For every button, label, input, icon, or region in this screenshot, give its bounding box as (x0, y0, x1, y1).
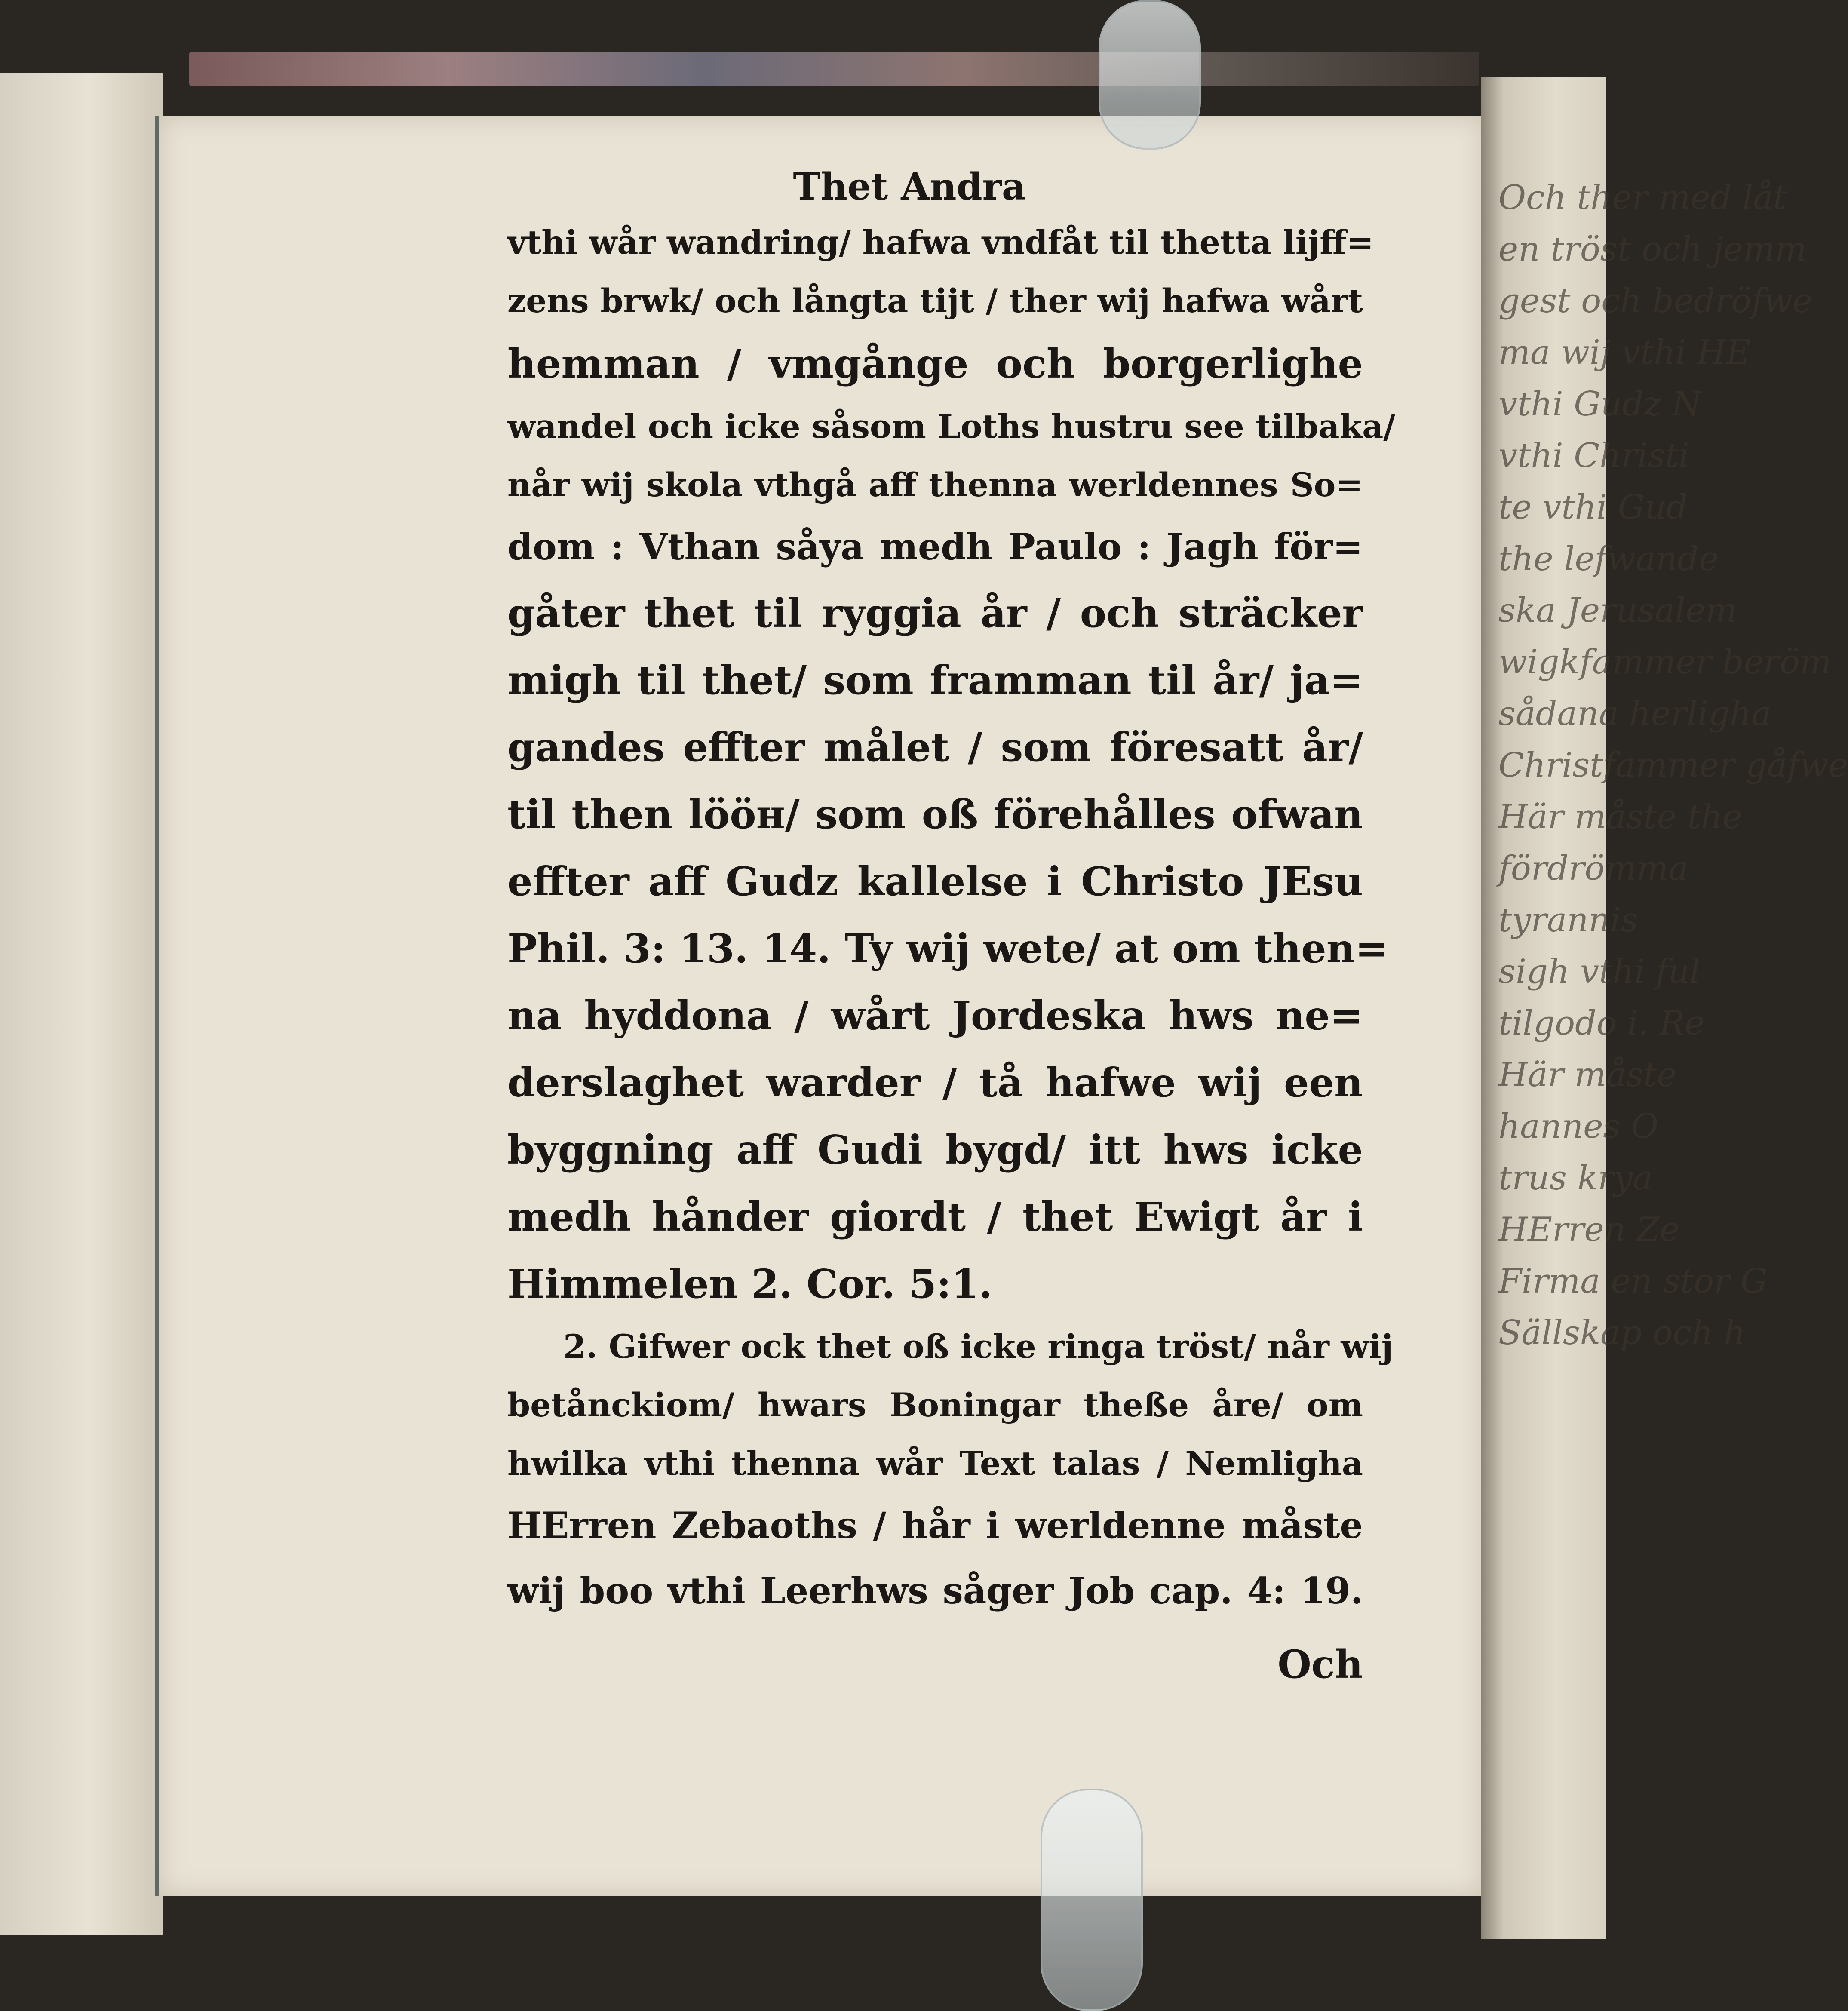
text-line: gandes effter målet / som föresatt år/ (507, 724, 1363, 771)
page-text-block (507, 163, 1396, 1697)
text-line: byggning aff Gudi bygd/ itt hws icke (507, 1127, 1363, 1173)
text-line: dom : Vthan såya medh Paulo : Jagh för= (507, 525, 1363, 568)
facing-page-text: Och ther med låt en tröst och jemm gest och bedröfwe ma wij vthi HE vthi Gudz N vthi Christi te vthi Gud the lefwande ska Jerusalem wigkfammer beröm sådana herligha Christfammer gåfwe Här måste the fördrömma tyrannis sigh vthi ful tilgodo i. Re Här måste hannes O trus krya HErren Ze Firma en stor G Sällskap och h (1498, 178, 1848, 1352)
text-line: migh til thet/ som framman til år/ ja= (507, 657, 1363, 703)
catchword: Och (1277, 1642, 1363, 1687)
text-line: medh hånder giordt / thet Ewigt år i (507, 1194, 1363, 1240)
text-line: vthi wår wandring/ hafwa vndfåt til thetta lijff= (507, 223, 1374, 261)
text-line: HErren Zebaoths / hår i werldenne måste (507, 1504, 1363, 1547)
book-binding-top (189, 52, 1479, 86)
text-line: gåter thet til ryggia år / och sträcker (507, 590, 1363, 636)
text-line: når wij skola vthgå aff thenna werldennes So= (507, 466, 1363, 504)
page-holder-clip-top (1099, 0, 1201, 150)
running-head: Thet Andra (793, 165, 1026, 209)
text-line: hwilka vthi thenna wår Text talas / Nemligha (507, 1444, 1363, 1483)
facing-page (1481, 77, 1848, 1939)
text-line: na hyddona / wårt Jordeska hws ne= (507, 992, 1363, 1039)
text-line: wandel och icke såsom Loths hustru see tilbaka/ (507, 407, 1396, 445)
text-line: effter aff Gudz kallelse i Christo JEsu (507, 858, 1363, 905)
text-line: zens brwk/ och långta tijt / ther wij hafwa wårt (507, 282, 1363, 320)
text-line: Himmelen 2. Cor. 5:1. (507, 1261, 993, 1307)
text-line: 2. Gifwer ock thet oß icke ringa tröst/ når wij (563, 1327, 1394, 1366)
left-page-edge (0, 73, 163, 1935)
text-line: hemman / vmgånge och borgerlighe (507, 341, 1363, 387)
page-holder-clip-bottom (1041, 1789, 1143, 2011)
text-line: Phil. 3: 13. 14. Ty wij wete/ at om then= (507, 925, 1388, 972)
text-line: wij boo vthi Leerhws såger Job cap. 4: 19. (507, 1569, 1363, 1612)
text-line: til then lööн/ som oß förehålles ofwan (507, 791, 1363, 838)
text-line: derslaghet warder / tå hafwe wij een (507, 1059, 1363, 1106)
text-line: betånckiom/ hwars Boningar theße åre/ om (507, 1386, 1363, 1424)
